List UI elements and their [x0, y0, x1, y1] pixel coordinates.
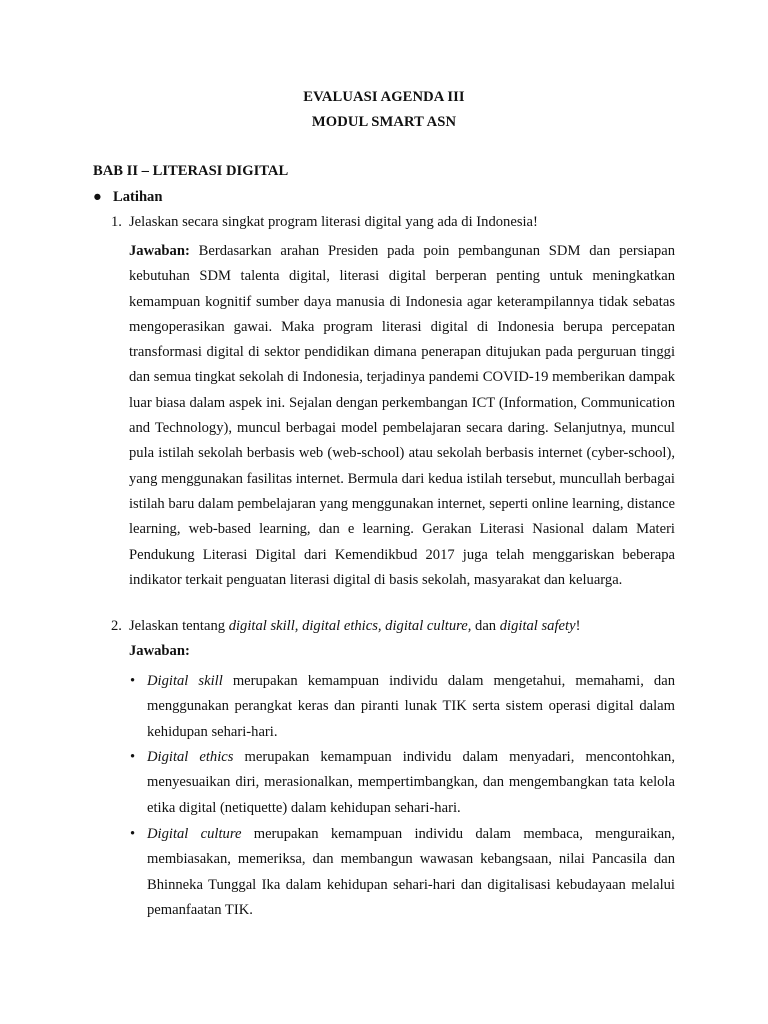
- item-term: Digital ethics: [147, 749, 234, 765]
- item-term: Digital culture: [147, 826, 242, 842]
- list-item: [130, 745, 676, 821]
- question-2: [111, 618, 580, 635]
- bullet-icon: •: [130, 673, 136, 689]
- document-title: EVALUASI AGENDA III: [303, 89, 465, 105]
- question-1: [111, 214, 538, 231]
- answer-label: Jawaban:: [129, 243, 190, 259]
- question-number: 1.: [111, 214, 122, 230]
- section-heading: [93, 189, 162, 206]
- question-text: Jelaskan secara singkat program literasi digital yang ada di Indonesia!: [129, 214, 538, 230]
- question-number: 2.: [111, 618, 122, 634]
- question-text-suffix: !: [575, 618, 581, 634]
- document-subtitle: MODUL SMART ASN: [311, 114, 457, 130]
- item-text: merupakan kemampuan individu dalam menyadari, mencontohkan, menyesuaikan diri, merasionalkan, mempertimbangkan, dan mengembangkan tata kelola etika digital (netiquette) dalam kehidupan sehari-hari.: [147, 749, 676, 816]
- item-term: Digital skill: [147, 673, 223, 689]
- bullet-icon: ●: [93, 189, 102, 205]
- answer-1: [129, 239, 675, 593]
- question-text-prefix: Jelaskan tentang: [129, 618, 229, 634]
- answer-text: Berdasarkan arahan Presiden pada poin pembangunan SDM dan persiapan kebutuhan SDM talenta digital, literasi digital berperan penting untuk meningkatkan kemampuan kognitif sumber daya manusia di Indonesia agar keterampilannya tidak sebatas mengoperasikan gawai. Maka program literasi digital di Indonesia berupa percepatan transformasi digital di sektor pendidikan dimana penerapan ditujukan pada perguruan tinggi dan semua tingkat sekolah di Indonesia, terjadinya pandemi COVID-19 memberikan dampak luar biasa dalam aspek ini. Sejalan dengan perkembangan ICT (Information, Communication and Technology), muncul berbagai model pembelajaran secara daring. Selanjutnya, muncul pula istilah sekolah berbasis web (web-school) atau sekolah berbasis internet (cyber-school), yang menggunakan fasilitas internet. Bermula dari kedua istilah tersebut, muncullah berbagai istilah baru dalam pembelajaran yang menggunakan internet, seperti online learning, distance learning, web-based learning, dan e learning. Gerakan Literasi Nasional dalam Materi Pendukung Literasi Digital dari Kemendikbud 2017 juga telah menggariskan beberapa indikator terkait penguatan literasi digital di basis sekolah, masyarakat dan keluarga.: [129, 243, 675, 588]
- list-item: [130, 822, 675, 923]
- question-text-italic-2: digital safety: [499, 618, 576, 634]
- section-label: Latihan: [113, 189, 163, 205]
- item-text: merupakan kemampuan individu dalam membaca, menguraikan, membiasakan, memeriksa, dan membangun wawasan kebangsaan, nilai Pancasila dan Bhinneka Tunggal Ika dalam kehidupan sehari-hari dan digitalisasi kebudayaan melalui pemanfaatan TIK.: [147, 826, 675, 918]
- item-text: merupakan kemampuan individu dalam mengetahui, memahami, dan menggunakan perangkat keras dan piranti lunak TIK serta sistem operasi digital dalam kehidupan sehari-hari.: [147, 673, 675, 740]
- bullet-icon: •: [130, 826, 136, 842]
- question-text-mid: dan: [471, 618, 500, 634]
- bullet-icon: •: [130, 749, 136, 765]
- list-item: [130, 669, 675, 745]
- question-text-italic: digital skill, digital ethics, digital culture,: [228, 618, 472, 634]
- chapter-heading: BAB II – LITERASI DIGITAL: [93, 163, 289, 179]
- answer-label: Jawaban:: [129, 643, 190, 659]
